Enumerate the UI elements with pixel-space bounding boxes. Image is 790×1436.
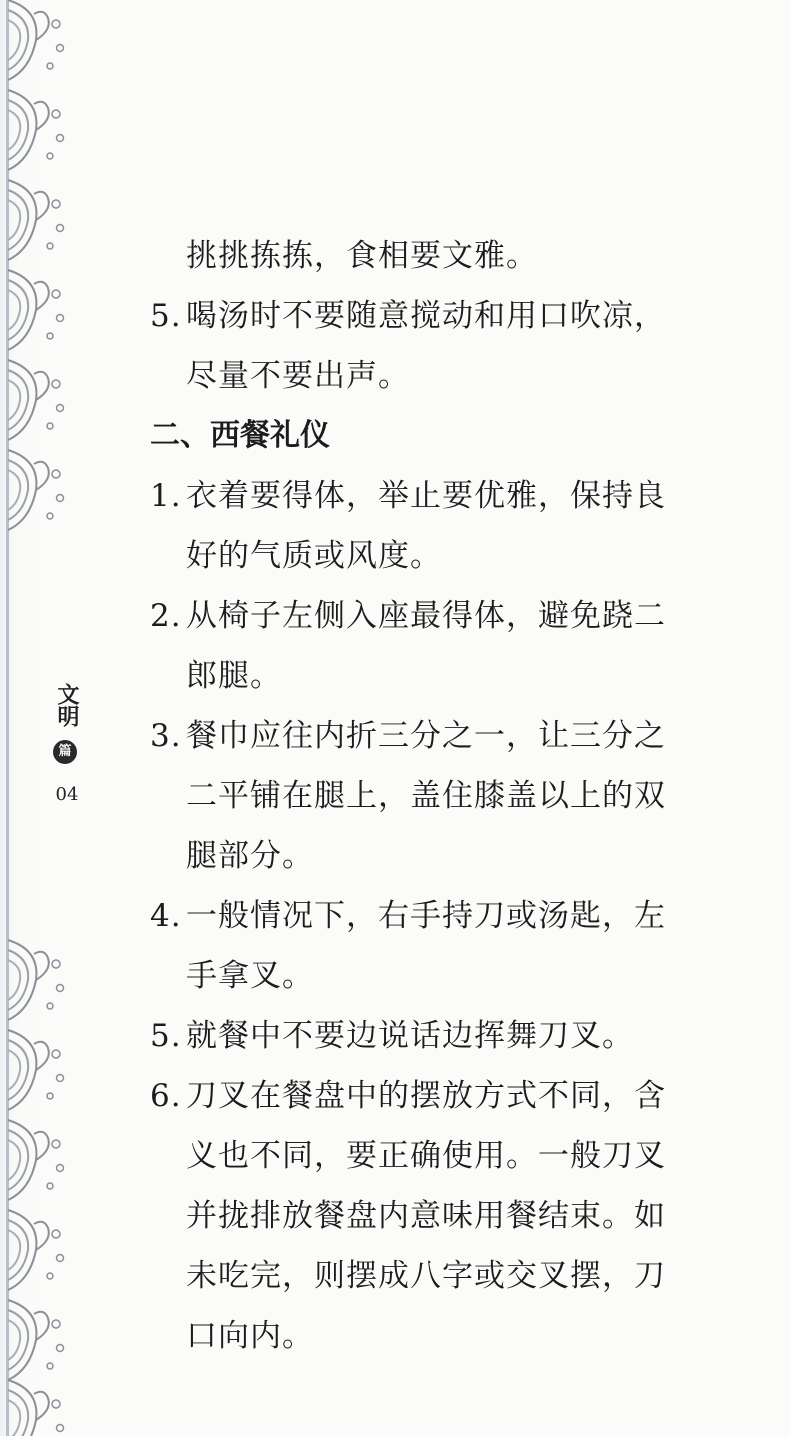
item-text: 手拿叉。 bbox=[186, 958, 314, 994]
item-text: 未吃完，则摆成八字或交叉摆，刀 bbox=[186, 1258, 666, 1294]
item-text: 口向内。 bbox=[186, 1318, 314, 1354]
item-text: 并拢排放餐盘内意味用餐结束。如 bbox=[186, 1198, 666, 1234]
page-number: 04 bbox=[55, 784, 79, 805]
item-text: 刀叉在餐盘中的摆放方式不同，含 bbox=[186, 1078, 666, 1114]
list-item bbox=[150, 466, 730, 586]
page-body bbox=[150, 226, 730, 1366]
list-item bbox=[150, 586, 730, 706]
list-item bbox=[150, 1066, 730, 1366]
item-text: 二平铺在腿上，盖住膝盖以上的双 bbox=[186, 778, 666, 814]
item-text: 从椅子左侧入座最得体，避免跷二 bbox=[186, 598, 666, 634]
list-item bbox=[150, 706, 730, 886]
item-number: 5. bbox=[150, 298, 182, 334]
item-text: 就餐中不要边说话边挥舞刀叉。 bbox=[186, 1018, 634, 1054]
item-number: 1. bbox=[150, 478, 182, 514]
item-text: 腿部分。 bbox=[186, 838, 314, 874]
item-text: 餐巾应往内折三分之一，让三分之 bbox=[186, 718, 666, 754]
carry-over-line: 挑挑拣拣，食相要文雅。 bbox=[186, 238, 538, 274]
item-text: 郎腿。 bbox=[186, 658, 282, 694]
item-text: 喝汤时不要随意搅动和用口吹凉， bbox=[186, 298, 666, 334]
item-text: 尽量不要出声。 bbox=[186, 358, 410, 394]
list-item bbox=[150, 1006, 730, 1066]
section-heading: 二、西餐礼仪 bbox=[150, 418, 330, 453]
list-item bbox=[150, 286, 730, 406]
item-number: 6. bbox=[150, 1078, 182, 1114]
list-item bbox=[150, 886, 730, 1006]
chapter-seal: 篇 bbox=[53, 740, 77, 764]
item-number: 3. bbox=[150, 718, 182, 754]
item-text: 义也不同，要正确使用。一般刀叉 bbox=[186, 1138, 666, 1174]
item-number: 4. bbox=[150, 898, 182, 934]
item-text: 好的气质或风度。 bbox=[186, 538, 442, 574]
item-number: 5. bbox=[150, 1018, 182, 1054]
item-number: 2. bbox=[150, 598, 182, 634]
chapter-title: 文明 bbox=[54, 683, 79, 727]
item-text: 一般情况下，右手持刀或汤匙，左 bbox=[186, 898, 666, 934]
item-text: 衣着要得体，举止要优雅，保持良 bbox=[186, 478, 666, 514]
